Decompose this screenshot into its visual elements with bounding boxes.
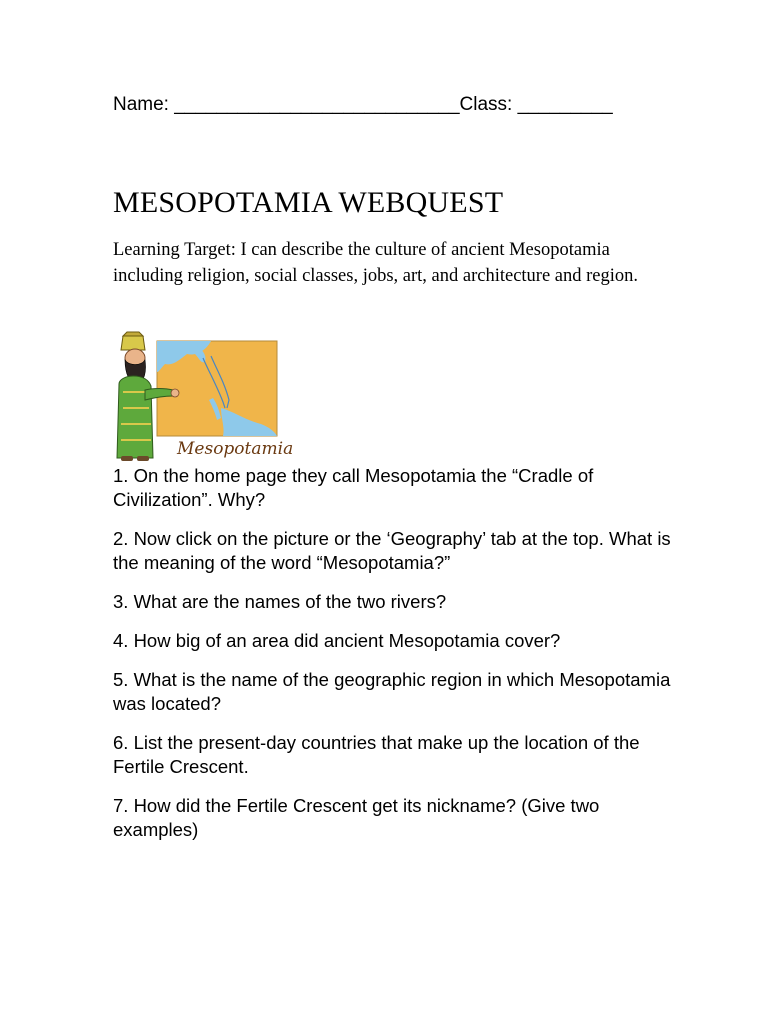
mesopotamia-map-image[interactable]: [113, 328, 294, 464]
question-3: 3. What are the names of the two rivers?: [113, 591, 447, 612]
question-2: 2. Now click on the picture or the ‘Geography’ tab at the top. What is the meaning of the word “Mesopotamia?”: [113, 528, 671, 573]
page-title: MESOPOTAMIA WEBQUEST: [113, 186, 504, 219]
image-caption: Mesopotamia: [177, 439, 294, 459]
question-list: [113, 464, 673, 857]
learning-target: Learning Target: I can describe the culture of ancient Mesopotamia including religion, social classes, jobs, art, and architecture and region.: [113, 240, 639, 286]
question-5: 5. What is the name of the geographic region in which Mesopotamia was located?: [113, 669, 671, 714]
question-7: 7. How did the Fertile Crescent get its nickname? (Give two examples): [113, 795, 600, 840]
question-6: 6. List the present-day countries that make up the location of the Fertile Crescent.: [113, 732, 640, 777]
question-1: 1. On the home page they call Mesopotamia the “Cradle of Civilization”. Why?: [113, 465, 594, 510]
mesopotamia-map-clipart-icon: [113, 328, 294, 464]
name-class-line: Name: ___________________________Class: _________: [113, 94, 613, 115]
question-4: 4. How big of an area did ancient Mesopotamia cover?: [113, 630, 561, 651]
